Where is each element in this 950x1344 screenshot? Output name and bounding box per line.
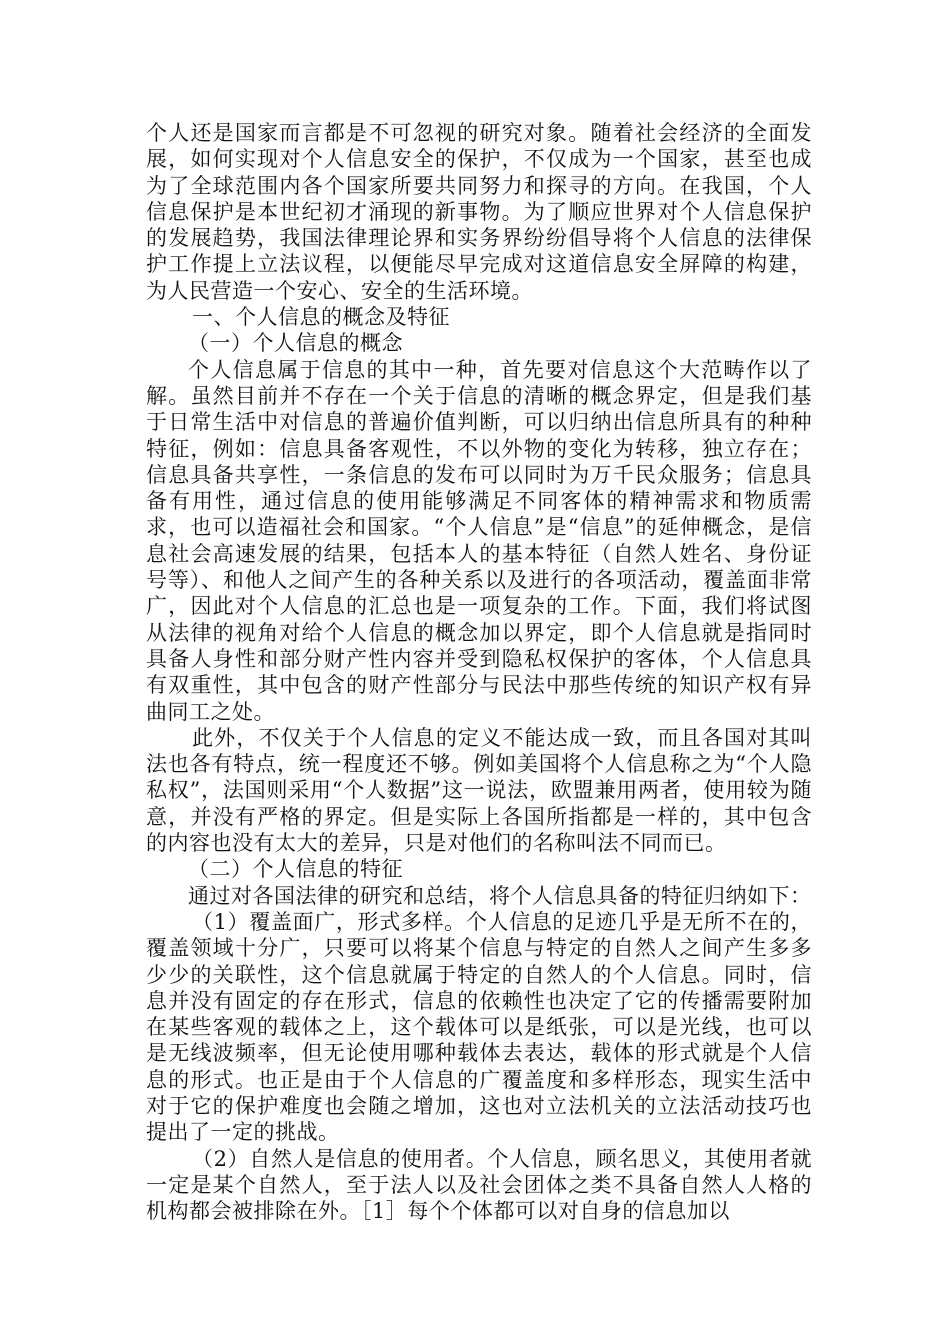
- paragraph-concept: 个人信息属于信息的其中一种，首先要对信息这个大范畴作以了解。虽然目前并不存在一个关于信息的清晰的概念界定，但是我们基于日常生活中对信息的普遍价值判断，可以归纳出信息所具有的种种特征，例如：信息具备客观性，不以外物的变化为转移，独立存在；信息具备共享性，一条信息的发布可以同时为万千民众服务；信息具备有用性，通过信息的使用能够满足不同客体的精神需求和物质需求，也可以造福社会和国家。“个人信息”是“信息”的延伸概念，是信息社会高速发展的结果，包括本人的基本特征（自然人姓名、身份证号等）、和他人之间产生的各种关系以及进行的各项活动，覆盖面非常广，因此对个人信息的汇总也是一项复杂的工作。下面，我们将试图从法律的视角对给个人信息的概念加以界定，即个人信息就是指同时具备人身性和部分财产性内容并受到隐私权保护的客体，个人信息具有双重性，其中包含的财产性部分与民法中那些传统的知识产权有异曲同工之处。: [146, 357, 812, 724]
- paragraph-naming: 此外，不仅关于个人信息的定义不能达成一致，而且各国对其叫法也各有特点，统一程度还不够。例如美国将个人信息称之为“个人隐私权”，法国则采用“个人数据”这一说法，欧盟兼用两者，使用较为随意，并没有严格的界定。但是实际上各国所指都是一样的，其中包含的内容也没有太大的差异，只是对他们的名称叫法不同而已。: [146, 725, 812, 856]
- subsection-heading-2: （二）个人信息的特征: [188, 857, 403, 882]
- paragraph-intro-continued: 个人还是国家而言都是不可忽视的研究对象。随着社会经济的全面发展，如何实现对个人信息安全的保护，不仅成为一个国家，甚至也成为了全球范围内各个国家所要共同努力和探寻的方向。在我国，个人信息保护是本世纪初才涌现的新事物。为了顺应世界对个人信息保护的发展趋势，我国法律理论界和实务界纷纷倡导将个人信息的法律保护工作提上立法议程，以便能尽早完成对这道信息安全屏障的构建，为人民营造一个安心、安全的生活环境。: [146, 121, 812, 303]
- paragraph-feature-1: （1）覆盖面广，形式多样。个人信息的足迹几乎是无所不在的，覆盖领域十分广，只要可以将某个信息与特定的自然人之间产生多多少少的关联性，这个信息就属于特定的自然人的个人信息。同时，信息并没有固定的存在形式，信息的依赖性也决定了它的传播需要附加在某些客观的载体之上，这个载体可以是纸张，可以是光线，也可以是无线波频率，但无论使用哪种载体去表达，载体的形式就是个人信息的形式。也正是由于个人信息的广覆盖度和多样形态，现实生活中对于它的保护难度也会随之增加，这也对立法机关的立法活动技巧也提出了一定的挑战。: [146, 909, 812, 1145]
- section-heading-1: 一、个人信息的概念及特征: [192, 305, 450, 330]
- document-body: [146, 120, 812, 1224]
- paragraph-features-intro: 通过对各国法律的研究和总结，将个人信息具备的特征归纳如下：: [188, 883, 812, 908]
- paragraph-feature-2: （2）自然人是信息的使用者。个人信息，顾名思义，其使用者就一定是某个自然人，至于法人以及社会团体之类不具备自然人人格的机构都会被排除在外。［1］每个个体都可以对自身的信息加以: [146, 1146, 812, 1224]
- subsection-heading-1: （一）个人信息的概念: [188, 331, 403, 356]
